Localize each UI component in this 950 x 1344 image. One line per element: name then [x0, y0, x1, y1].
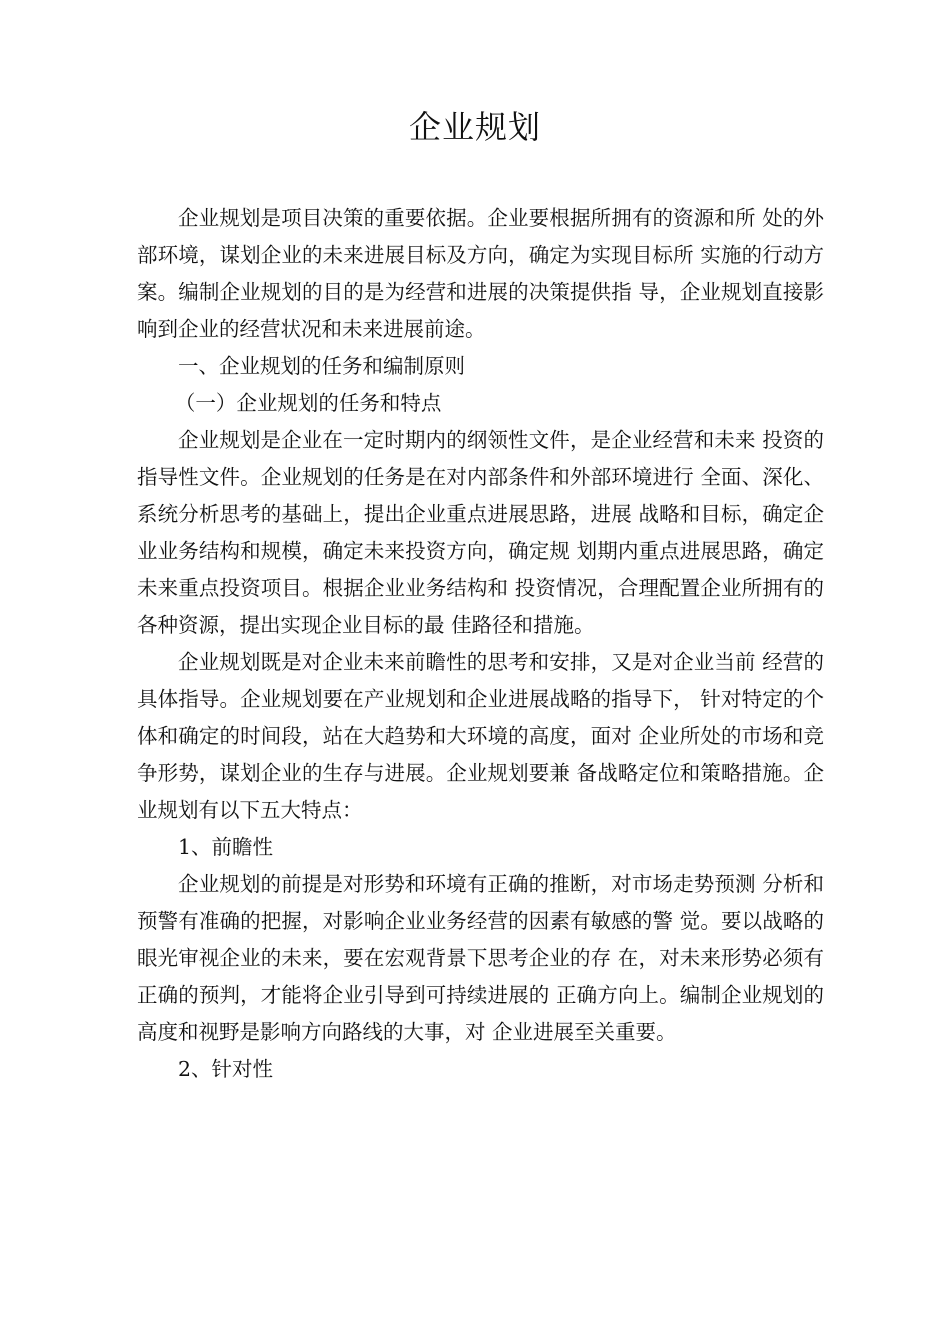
paragraph-intro: 企业规划是项目决策的重要依据。企业要根据所拥有的资源和所 处的外部环境，谋划企业的未来进展目标及方向，确定为实现目标所 实施的行动方案。编制企业规划的目的是为经营和进展的决策提供指 导，企业规划直接影响到企业的经营状况和未来进展前途。	[137, 206, 824, 341]
subsection-heading-1: （一）企业规划的任务和特点	[174, 391, 442, 415]
paragraph-features: 企业规划既是对企业未来前瞻性的思考和安排，又是对企业当前 经营的具体指导。企业规划要在产业规划和企业进展战略的指导下， 针对特定的个体和确定的时间段，站在大趋势和大环境的高度，面对 企业所处的市场和竞争形势，谋划企业的生存与进展。企业规划要兼 备战略定位和策略措施。企业规划有以下五大特点：	[137, 650, 824, 822]
paragraph-tasks: 企业规划是企业在一定时期内的纲领性文件，是企业经营和未来 投资的指导性文件。企业规划的任务是在对内部条件和外部环境进行 全面、深化、系统分析思考的基础上，提出企业重点进展思路，进展 战略和目标，确定企业业务结构和规模，确定未来投资方向，确定规 划期内重点进展思路，确定未来重点投资项目。根据企业业务结构和 投资情况，合理配置企业所拥有的各种资源，提出实现企业目标的最 佳路径和措施。	[137, 428, 824, 637]
document-body	[137, 200, 824, 1088]
feature-heading-2: 2、针对性	[178, 1057, 274, 1081]
document-title: 企业规划	[408, 108, 541, 146]
paragraph-foresight: 企业规划的前提是对形势和环境有正确的推断，对市场走势预测 分析和预警有准确的把握，对影响企业业务经营的因素有敏感的警 觉。要以战略的眼光审视企业的未来，要在宏观背景下思考企业的存 在，对未来形势必须有正确的预判，才能将企业引导到可持续进展的 正确方向上。编制企业规划的高度和视野是影响方向路线的大事，对 企业进展至关重要。	[137, 872, 824, 1044]
section-heading-1: 一、企业规划的任务和编制原则	[178, 354, 465, 378]
feature-heading-1: 1、前瞻性	[178, 835, 274, 859]
